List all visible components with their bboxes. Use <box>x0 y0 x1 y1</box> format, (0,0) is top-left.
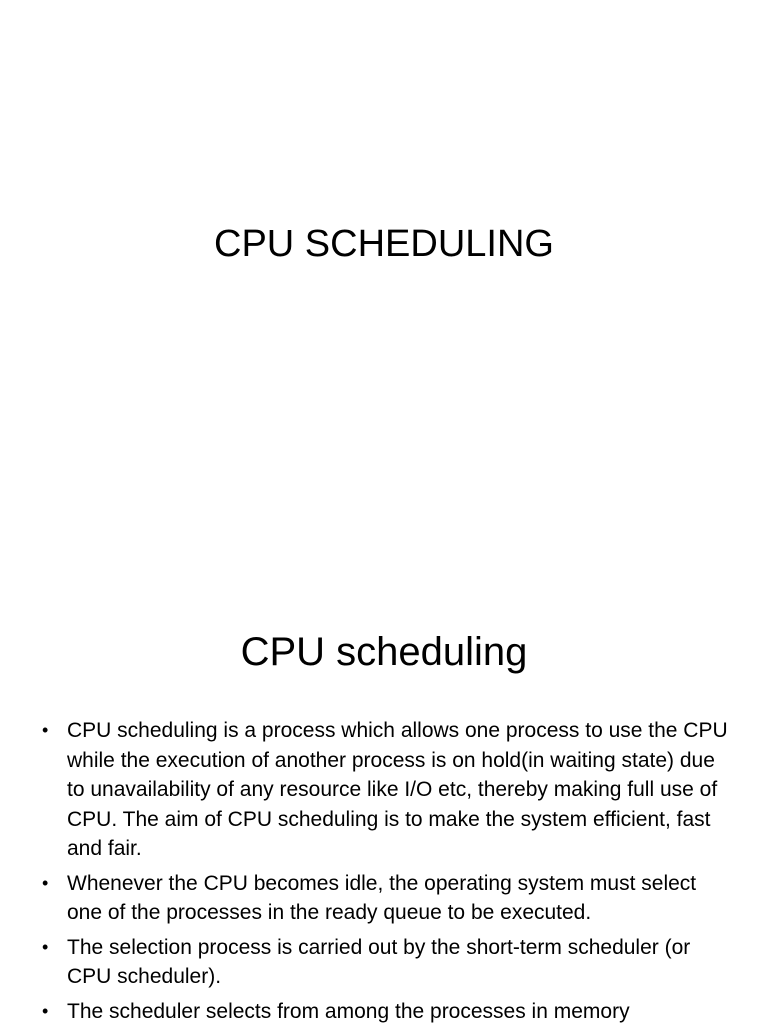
slide-2-title: CPU scheduling <box>240 630 528 674</box>
bullet-text: Whenever the CPU becomes idle, the operating system must select one of the processes in the ready queue to be executed. <box>67 871 697 924</box>
bullet-text: The selection process is carried out by the short-term scheduler (or CPU scheduler). <box>67 935 691 988</box>
bullet-item <box>40 869 730 928</box>
bullet-icon: • <box>42 1000 49 1021</box>
bullet-item <box>40 997 730 1027</box>
bullet-icon: • <box>42 872 49 893</box>
bullet-text: The scheduler selects from among the processes in memory <box>67 999 630 1023</box>
slide-1-title: CPU SCHEDULING <box>214 223 554 265</box>
bullet-icon: • <box>42 936 49 957</box>
bullet-list <box>40 716 730 1031</box>
bullet-icon: • <box>42 720 49 740</box>
bullet-item <box>40 933 730 992</box>
bullet-item <box>40 716 730 864</box>
bullet-text: CPU scheduling is a process which allows one process to use the CPU while the execution of another process is on hold(in waiting state) due to unavailability of any resource like I/O etc, thereby making full use of CPU. The aim of CPU scheduling is to make the system efficient, fast and fair. <box>67 719 728 860</box>
